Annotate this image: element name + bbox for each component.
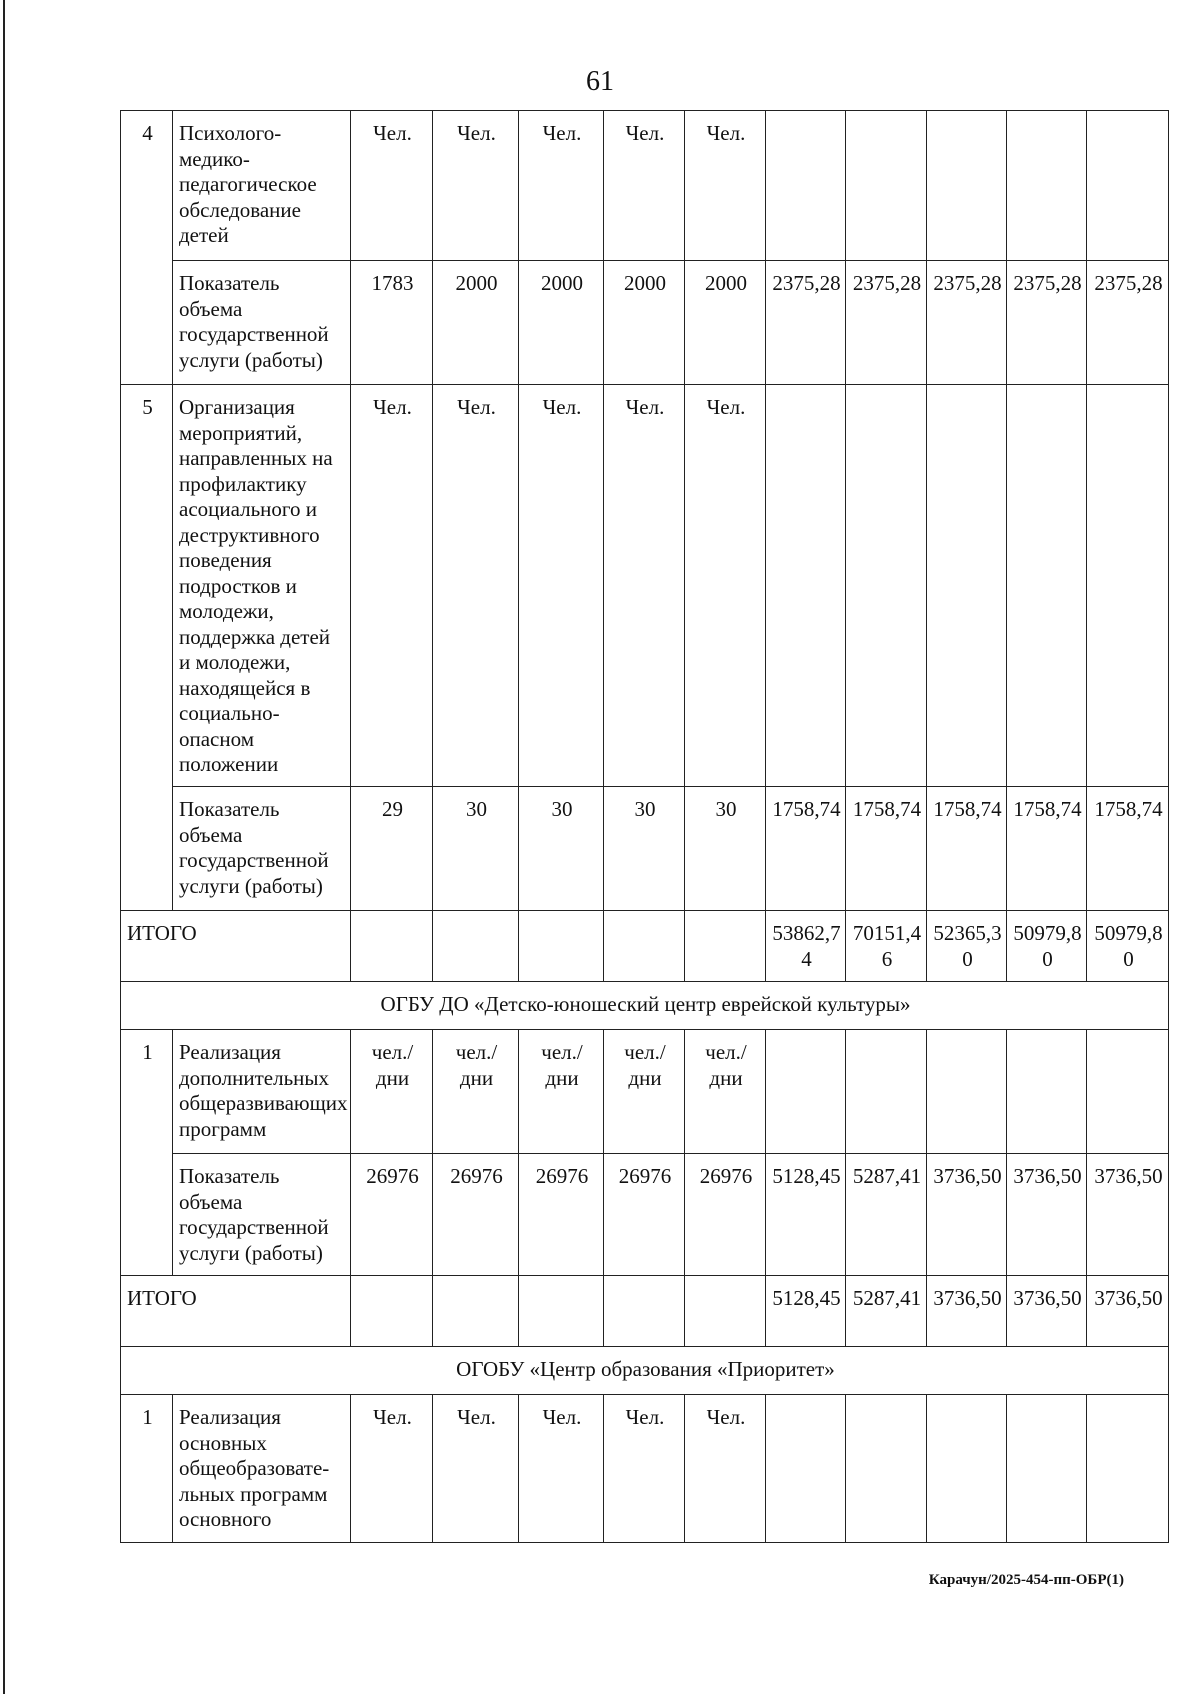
cost-cell: 3736,50 <box>927 1154 1007 1276</box>
unit-cell: Чел. <box>519 111 604 261</box>
cost-cell: 3736,50 <box>1087 1154 1169 1276</box>
cost-cell: 1758,74 <box>1087 787 1169 911</box>
empty-cell <box>766 1395 846 1543</box>
total-cost-cell: 52365,30 <box>927 911 1007 982</box>
cost-cell: 2375,28 <box>927 261 1007 385</box>
empty-cell <box>1007 385 1087 787</box>
unit-cell: Чел. <box>433 1395 519 1543</box>
empty-cell <box>846 385 927 787</box>
cost-cell: 5287,41 <box>846 1154 927 1276</box>
document-code: Карачун/2025-454-пп-ОБР(1) <box>928 1572 1124 1588</box>
volume-cell: 1783 <box>351 261 433 385</box>
total-label: ИТОГО <box>121 1276 351 1347</box>
unit-cell: чел./ дни <box>685 1030 766 1154</box>
empty-cell <box>433 911 519 982</box>
volume-cell: 26976 <box>685 1154 766 1276</box>
volume-cell: 30 <box>685 787 766 911</box>
unit-cell: чел./ дни <box>351 1030 433 1154</box>
unit-cell: Чел. <box>604 385 685 787</box>
total-cost-cell: 5128,45 <box>766 1276 846 1347</box>
empty-cell <box>1007 1395 1087 1543</box>
section-row <box>121 1347 1169 1395</box>
cost-cell: 1758,74 <box>927 787 1007 911</box>
table-row <box>121 1030 1169 1154</box>
empty-cell <box>351 1276 433 1347</box>
volume-cell: 2000 <box>519 261 604 385</box>
unit-cell: Чел. <box>351 385 433 787</box>
empty-cell <box>846 1030 927 1154</box>
service-name: Реализация дополнительных общеразвивающих программ <box>173 1030 351 1154</box>
empty-cell <box>766 111 846 261</box>
row-number: 1 <box>121 1395 173 1543</box>
table-row <box>121 111 1169 261</box>
empty-cell <box>1007 111 1087 261</box>
volume-cell: 30 <box>433 787 519 911</box>
service-name: Психолого-медико-педагогическое обследование детей <box>173 111 351 261</box>
indicator-name: Показатель объема государственной услуги (работы) <box>173 787 351 911</box>
cost-cell: 3736,50 <box>1007 1154 1087 1276</box>
empty-cell <box>1007 1030 1087 1154</box>
unit-cell: Чел. <box>351 111 433 261</box>
total-cost-cell: 70151,46 <box>846 911 927 982</box>
total-label: ИТОГО <box>121 911 351 982</box>
unit-cell: Чел. <box>685 1395 766 1543</box>
cost-cell: 2375,28 <box>1087 261 1169 385</box>
volume-cell: 26976 <box>604 1154 685 1276</box>
section-row <box>121 982 1169 1030</box>
total-cost-cell: 50979,80 <box>1087 911 1169 982</box>
empty-cell <box>433 1276 519 1347</box>
empty-cell <box>351 911 433 982</box>
table-row <box>121 1154 1169 1276</box>
indicator-name: Показатель объема государственной услуги (работы) <box>173 261 351 385</box>
total-cost-cell: 3736,50 <box>927 1276 1007 1347</box>
unit-cell: чел./ дни <box>604 1030 685 1154</box>
table-row <box>121 787 1169 911</box>
cost-cell: 1758,74 <box>766 787 846 911</box>
volume-cell: 30 <box>604 787 685 911</box>
service-name: Реализация основных общеобразовате-льных программ основного <box>173 1395 351 1543</box>
unit-cell: чел./ дни <box>519 1030 604 1154</box>
empty-cell <box>519 911 604 982</box>
section-title: ОГБУ ДО «Детско-юношеский центр еврейской культуры» <box>121 982 1169 1030</box>
empty-cell <box>1087 1030 1169 1154</box>
volume-cell: 29 <box>351 787 433 911</box>
table-row <box>121 261 1169 385</box>
volume-cell: 2000 <box>433 261 519 385</box>
unit-cell: Чел. <box>685 385 766 787</box>
total-cost-cell: 50979,80 <box>1007 911 1087 982</box>
empty-cell <box>846 111 927 261</box>
empty-cell <box>927 1030 1007 1154</box>
total-cost-cell: 3736,50 <box>1007 1276 1087 1347</box>
cost-cell: 2375,28 <box>846 261 927 385</box>
volume-cell: 2000 <box>604 261 685 385</box>
volume-cell: 26976 <box>351 1154 433 1276</box>
page-number: 61 <box>586 66 614 97</box>
cost-cell: 5128,45 <box>766 1154 846 1276</box>
empty-cell <box>846 1395 927 1543</box>
empty-cell <box>927 111 1007 261</box>
unit-cell: Чел. <box>433 111 519 261</box>
empty-cell <box>604 911 685 982</box>
empty-cell <box>604 1276 685 1347</box>
total-cost-cell: 53862,74 <box>766 911 846 982</box>
indicator-name: Показатель объема государственной услуги (работы) <box>173 1154 351 1276</box>
empty-cell <box>685 1276 766 1347</box>
unit-cell: Чел. <box>604 111 685 261</box>
table-row <box>121 1395 1169 1543</box>
empty-cell <box>766 385 846 787</box>
unit-cell: Чел. <box>519 385 604 787</box>
empty-cell <box>519 1276 604 1347</box>
unit-cell: Чел. <box>351 1395 433 1543</box>
unit-cell: Чел. <box>519 1395 604 1543</box>
empty-cell <box>1087 385 1169 787</box>
empty-cell <box>927 385 1007 787</box>
empty-cell <box>927 1395 1007 1543</box>
section-title: ОГОБУ «Центр образования «Приоритет» <box>121 1347 1169 1395</box>
empty-cell <box>766 1030 846 1154</box>
total-row <box>121 1276 1169 1347</box>
unit-cell: Чел. <box>433 385 519 787</box>
service-name: Организация мероприятий, направленных на профилактику асоциального и деструктивного поведения подростков и молодежи, поддержка детей и молодежи, находящейся в социально-опасном положении <box>173 385 351 787</box>
empty-cell <box>1087 1395 1169 1543</box>
cost-cell: 1758,74 <box>846 787 927 911</box>
cost-cell: 2375,28 <box>766 261 846 385</box>
unit-cell: Чел. <box>604 1395 685 1543</box>
total-row <box>121 911 1169 982</box>
budget-table <box>120 110 1169 1543</box>
total-cost-cell: 5287,41 <box>846 1276 927 1347</box>
empty-cell <box>1087 111 1169 261</box>
total-cost-cell: 3736,50 <box>1087 1276 1169 1347</box>
volume-cell: 2000 <box>685 261 766 385</box>
table-row <box>121 385 1169 787</box>
volume-cell: 26976 <box>433 1154 519 1276</box>
row-number: 5 <box>121 385 173 911</box>
row-number: 1 <box>121 1030 173 1276</box>
row-number: 4 <box>121 111 173 385</box>
empty-cell <box>685 911 766 982</box>
volume-cell: 30 <box>519 787 604 911</box>
unit-cell: Чел. <box>685 111 766 261</box>
scan-left-edge <box>3 0 5 1694</box>
volume-cell: 26976 <box>519 1154 604 1276</box>
unit-cell: чел./ дни <box>433 1030 519 1154</box>
cost-cell: 1758,74 <box>1007 787 1087 911</box>
cost-cell: 2375,28 <box>1007 261 1087 385</box>
